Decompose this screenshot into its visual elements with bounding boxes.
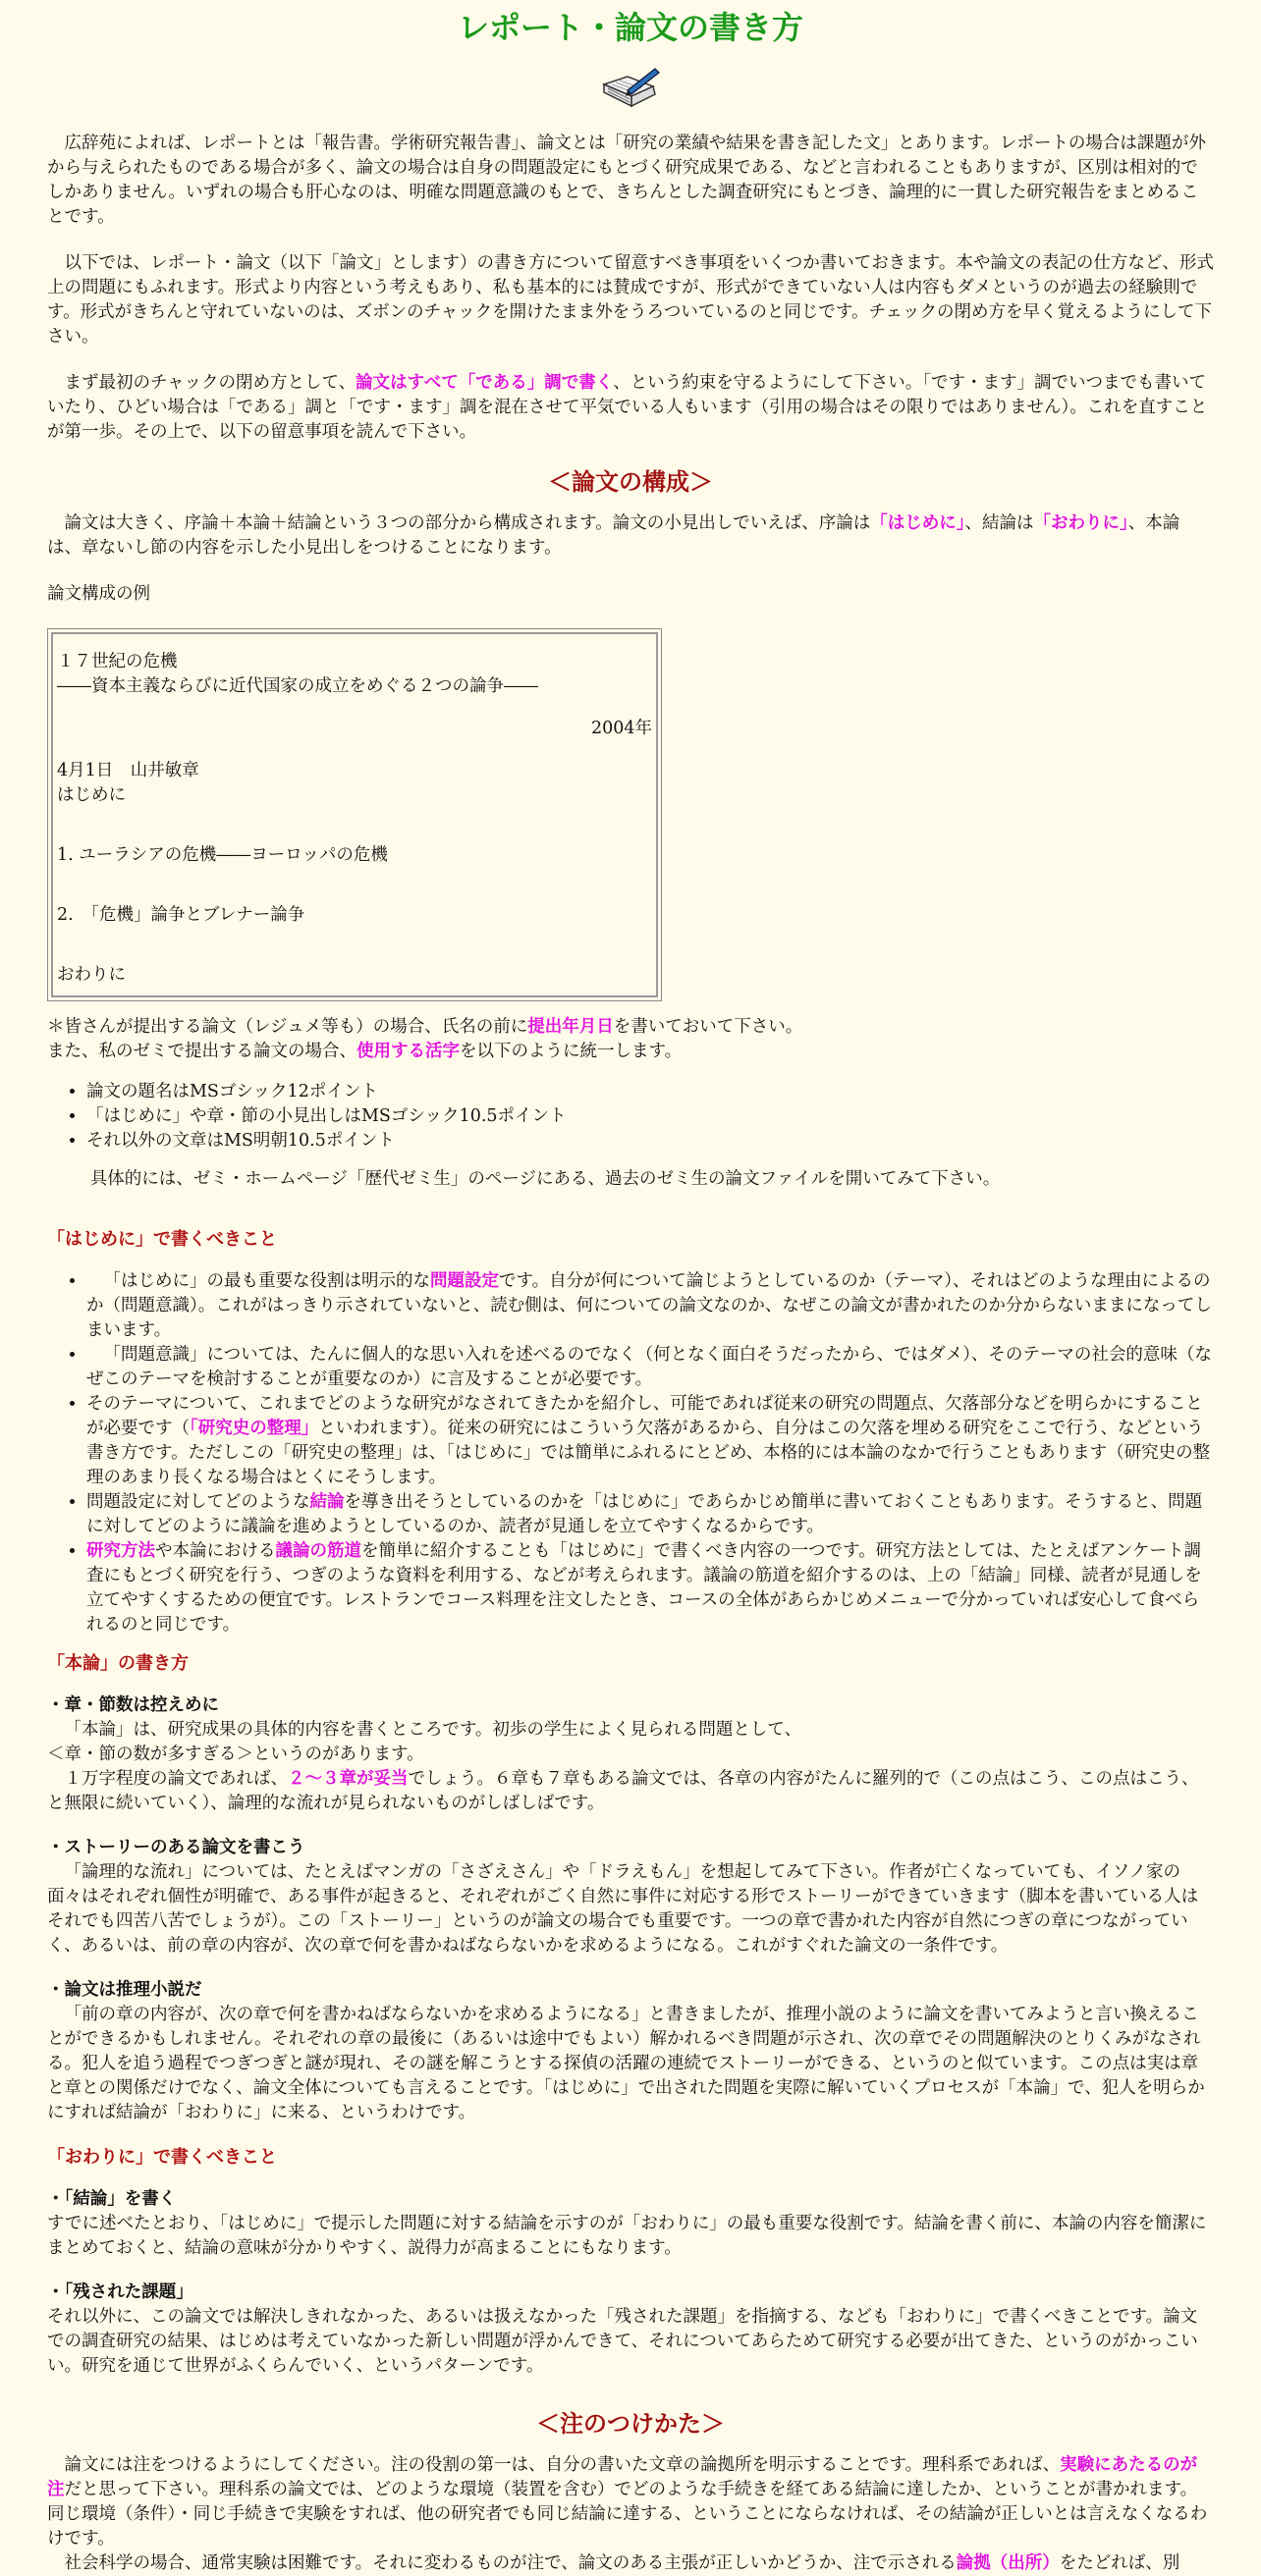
list-item: • 研究方法や本論における議論の筋道を簡単に紹介することも「はじめに」で書くべき内容の一つです。研究方法としては、たとえばアンケート調査にもとづく研究を行う、つぎのような資料を利用する、などが考えられます。議論の筋道を紹介するのは、上の「結論」同様、読者が見通しを立てやすくするための便宜です。レストランでコース料理を注文したとき、コースの全体があらかじめメニューで分かっていれば安心して食べられるのと同じです。 bbox=[86, 1539, 1214, 1637]
notes-paragraph-2: 社会科学の場合、通常実験は困難です。それに変わるものが注で、論文のある主張が正しいかどうか、注で示される論拠（出所）をたどれば、別 bbox=[64, 2553, 1180, 2573]
list-item: • 論文の題名はMSゴシック12ポイント bbox=[86, 1080, 1214, 1104]
list-item: • 「はじめに」や章・節の小見出しはMSゴシック10.5ポイント bbox=[86, 1104, 1214, 1129]
owarini-subheading-1: ・「結論」を書く bbox=[47, 2189, 177, 2209]
owarini-block-1: ・「結論」を書く すでに述べたとおり、「はじめに」で提示した問題に対する結論を示すのが「おわりに」の最も重要な役割です。結論を書く前に、本論の内容を簡潔にまとめておくと、結論の意味が分かりやすく、説得力が高まることにもなります。 bbox=[47, 2187, 1214, 2261]
honron-subheading-3: ・論文は推理小説だ bbox=[47, 1980, 202, 2000]
hajimeni-list bbox=[47, 1269, 1214, 1637]
page-title: レポート・論文の書き方 bbox=[457, 9, 803, 46]
section-heading-structure: ＜論文の構成＞ bbox=[548, 468, 713, 496]
honron-block-3: ・論文は推理小説だ 「前の章の内容が、次の章で何を書かねばならないかを求めるようになる」と書きましたが、推理小説のように論文を書いてみようと言い換えることができるかもしれません。それぞれの章の最後に（あるいは途中でもよい）解かれるべき問題が示され、次の章でその問題解決のとりくみがなされる。犯人を追う過程でつぎつぎと謎が現れ、その謎を解こうとする探偵の活躍の連続でストーリーができる、というのと似ています。この点は実は章と章との関係だけでなく、論文全体についても言えることです。「はじめに」で出された問題を実際に解いていくプロセスが「本論」で、犯人を明らかにすれば結論が「おわりに」に来る、というわけです。 bbox=[47, 1978, 1214, 2125]
example-box bbox=[47, 628, 662, 1001]
example-subtitle: ――資本主義ならびに近代国家の成立をめぐる２つの論争―― bbox=[57, 676, 538, 696]
owarini-block-2: ・「残された課題」 それ以外に、この論文では解決しきれなかった、あるいは扱えなかった「残された課題」を指摘する、なども「おわりに」で書くべきことです。論文での調査研究の結果、はじめは考えていなかった新しい問題が浮かんできて、それについてあらためて研究する必要が出てきた、というのがかっこいい。研究を通じて世界がふくらんでいく、というパターンです。 bbox=[47, 2281, 1214, 2379]
example-title: １７世紀の危機 bbox=[57, 652, 178, 671]
list-item: • 「はじめに」の最も重要な役割は明示的な問題設定です。自分が何について論じようとしているのか（テーマ）、それはどのような理由によるのか（問題意識）。これがはっきり示されていないと、読む側は、何についての論文なのか、なぜこの論文が書かれたのか分からないままになってしまいます。 bbox=[86, 1269, 1214, 1343]
section-heading-owarini: 「おわりに」で書くべきこと bbox=[47, 2147, 277, 2168]
example-date-author: 4月1日 山井敏章 bbox=[57, 761, 199, 780]
example-intro: はじめに bbox=[57, 785, 126, 805]
honron-block-1: ・章・節数は控えめに 「本論」は、研究成果の具体的内容を書くところです。初歩の学生によく見られる問題として、 ＜章・節の数が多すぎる＞というのがあります。 １万字程度の論文であれば、２～３章が妥当でしょう。６章も７章もある論文では、各章の内容がたんに羅列的で（この点はこう、この点はこう、と無限に続いていく）、論理的な流れが見られないものがしばしばです。 bbox=[47, 1693, 1214, 1816]
honron-subheading-2: ・ストーリーのある論文を書こう bbox=[47, 1838, 305, 1857]
section-heading-notes: ＜注のつけかた＞ bbox=[536, 2410, 725, 2438]
honron-subheading-1: ・章・節数は控えめに bbox=[47, 1695, 219, 1715]
notes-paragraph-1: 論文には注をつけるようにしてください。注の役割の第一は、自分の書いた文章の論拠所を明示することです。理科系であれば、実験にあたるのが注だと思って下さい。理科系の論文では、どのような環境（装置を含む）でどのような手続きを経てある結論に達したか、ということが書かれます。同じ環境（条件）・同じ手続きで実験をすれば、他の研究者でも同じ結論に達する、ということにならなければ、その結論が正しいとは言えなくなるわけです。 bbox=[47, 2455, 1208, 2549]
example-year: 2004年 bbox=[590, 719, 652, 738]
example-outro: おわりに bbox=[57, 965, 126, 985]
book-with-pen-icon bbox=[598, 63, 663, 118]
owarini-subheading-2: ・「残された課題」 bbox=[47, 2282, 193, 2302]
example-chapter-2: 2. 「危機」論争とブレナー論争 bbox=[57, 905, 305, 925]
intro-paragraph-1: 広辞苑によれば、レポートとは「報告書。学術研究報告書」、論文とは「研究の業績や結果を書き記した文」とあります。レポートの場合は課題が外から与えられたものである場合が多く、論文の場合は自身の問題設定にもとづく研究成果である、などと言われることもありますが、区別は相対的でしかありません。いずれの場合も肝心なのは、明確な問題意識のもとで、きちんとした調査研究にもとづき、論理的に一貫した研究報告をまとめることです。 bbox=[47, 134, 1206, 227]
list-item: • 「問題意識」については、たんに個人的な思い入れを述べるのでなく（何となく面白そうだったから、ではダメ）、そのテーマの社会的意味（なぜこのテーマを検討することが重要なのか）に言及することが必要です。 bbox=[86, 1343, 1214, 1392]
list-item: • そのテーマについて、これまでどのような研究がなされてきたかを紹介し、可能であれば従来の研究の問題点、欠落部分などを明らかにすることが必要です（「研究史の整理」といわれます）。従来の研究にはこういう欠落があるから、自分はこの欠落を埋める研究をここで行う、などという書き方です。ただしこの「研究史の整理」は、「はじめに」では簡単にふれるにとどめ、本格的には本論のなかで行うこともあります（研究史の整理のあまり長くなる場合はとくにそうします。 bbox=[86, 1392, 1214, 1490]
section-heading-hajimeni: 「はじめに」で書くべきこと bbox=[47, 1229, 277, 1250]
intro-paragraph-2: 以下では、レポート・論文（以下「論文」とします）の書き方について留意すべき事項をいくつか書いておきます。本や論文の表記の仕方など、形式上の問題にもふれます。形式より内容という考えもあり、私も基本的には賛成ですが、形式ができていない人は内容もダメというのが過去の経験則です。形式がきちんと守れていないのは、ズボンのチャックを開けたまま外をうろついているのと同じです。チェックの閉め方を早く覚えるようにして下さい。 bbox=[47, 253, 1214, 347]
note-fonts: また、私のゼミで提出する論文の場合、使用する活字を以下のように統一します。 bbox=[47, 1042, 683, 1061]
example-chapter-1: 1. ユーラシアの危機――ヨーロッパの危機 bbox=[57, 845, 388, 865]
concrete-paragraph: 具体的には、ゼミ・ホームページ「歴代ゼミ生」のページにある、過去のゼミ生の論文ファイルを開いてみて下さい。 bbox=[89, 1169, 1001, 1189]
honron-block-2: ・ストーリーのある論文を書こう 「論理的な流れ」については、たとえばマンガの「さざえさん」や「ドラえもん」を想起してみて下さい。作者が亡くなっていても、イソノ家の面々はそれぞれ個性が明確で、ある事件が起きると、それぞれがごく自然に事件に対応する形でストーリーができていきます（脚本を書いている人はそれでも四苦八苦でしょうが）。この「ストーリー」というのが論文の場合でも重要です。一つの章で書かれた内容が自然につぎの章につながっていく、あるいは、前の章の内容が、次の章で何を書かねばならないかを求めるようになる。これがすぐれた論文の一条件です。 bbox=[47, 1836, 1214, 1959]
note-submission-date: ＊皆さんが提出する論文（レジュメ等も）の場合、氏名の前に提出年月日を書いておいて下さい。 bbox=[47, 1017, 803, 1037]
section-heading-honron: 「本論」の書き方 bbox=[47, 1653, 189, 1674]
font-list bbox=[47, 1080, 1214, 1154]
list-item: • 問題設定に対してどのような結論を導き出そうとしているのかを「はじめに」であらかじめ簡単に書いておくこともあります。そうすると、問題に対してどのように議論を進めようとしているのか、読者が見通しを立てやすくなるからです。 bbox=[86, 1490, 1214, 1539]
example-label: 論文構成の例 bbox=[47, 584, 150, 604]
page bbox=[0, 8, 1261, 2576]
highlight-dearu: 論文はすべて「である」調で書く bbox=[356, 373, 614, 393]
structure-paragraph: 論文は大きく、序論＋本論＋結論という３つの部分から構成されます。論文の小見出しでいえば、序論は「はじめに」、結論は「おわりに」、本論は、章ないし節の内容を示した小見出しをつけることになります。 bbox=[47, 513, 1180, 558]
intro-paragraph-3: まず最初のチャックの閉め方として、論文はすべて「である」調で書く、という約束を守るようにして下さい。「です・ます」調でいつまでも書いていたり、ひどい場合は「である」調と「です・ます」調を混在させて平気でいる人もいます（引用の場合はその限りではありません）。これを直すことが第一歩。その上で、以下の留意事項を読んで下さい。 bbox=[47, 373, 1208, 442]
icon-area bbox=[47, 63, 1214, 118]
list-item: • それ以外の文章はMS明朝10.5ポイント bbox=[86, 1129, 1214, 1154]
